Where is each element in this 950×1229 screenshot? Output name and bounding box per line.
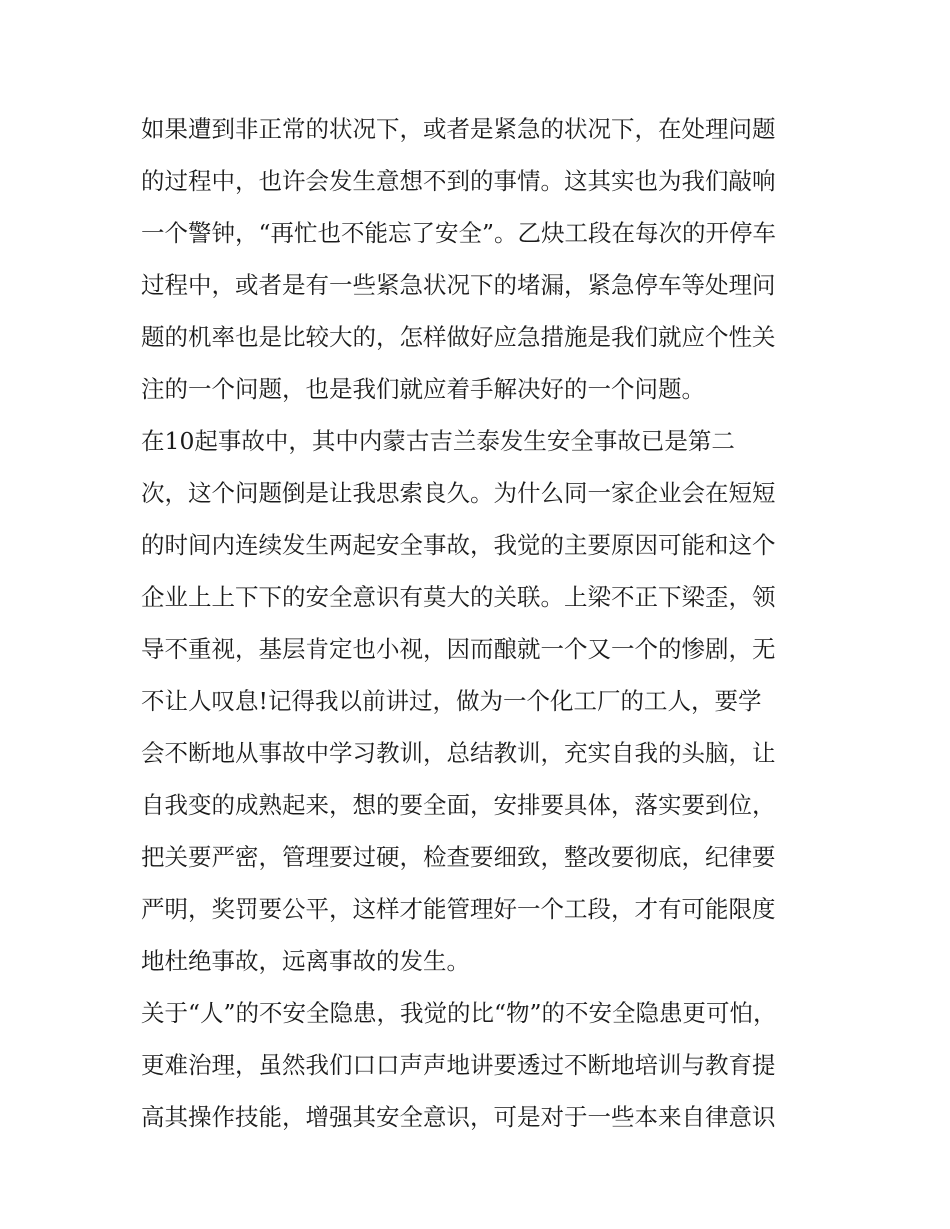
- text-line: 高其操作技能，增强其安全意识，可是对于一些本来自律意识: [141, 1103, 776, 1131]
- text-line: 把关要严密，管理要过硬，检查要细致，整改要彻底，纪律要: [141, 843, 776, 871]
- text-line: 导不重视，基层肯定也小视，因而酿就一个又一个的惨剧，无: [141, 635, 776, 663]
- text-line: 关于“人”的不安全隐患，我觉的比“物”的不安全隐患更可怕，: [141, 999, 777, 1027]
- text-line: 更难治理，虽然我们口口声声地讲要透过不断地培训与教育提: [141, 1051, 776, 1079]
- text-line: 一个警钟，“再忙也不能忘了安全”。乙炔工段在每次的开停车: [141, 219, 777, 247]
- body-text: [141, 103, 821, 1143]
- text-line: 过程中，或者是有一些紧急状况下的堵漏，紧急停车等处理问: [141, 271, 776, 299]
- text-line: 次，这个问题倒是让我思索良久。为什么同一家企业会在短短: [141, 479, 776, 507]
- text-line: 会不断地从事故中学习教训，总结教训，充实自我的头脑，让: [141, 739, 776, 767]
- text-line: 不让人叹息!记得我以前讲过，做为一个化工厂的工人，要学: [141, 687, 762, 715]
- paragraph: [141, 987, 821, 1143]
- text-line: 严明，奖罚要公平，这样才能管理好一个工段，才有可能限度: [141, 895, 776, 923]
- text-line: 如果遭到非正常的状况下，或者是紧急的状况下，在处理问题: [141, 115, 776, 143]
- text-line: 注的一个问题，也是我们就应着手解决好的一个问题。: [141, 375, 705, 403]
- paragraph: [141, 415, 821, 987]
- text-line: 企业上上下下的安全意识有莫大的关联。上梁不正下梁歪，领: [141, 583, 776, 611]
- text-line: 的过程中，也许会发生意想不到的事情。这其实也为我们敲响: [141, 167, 776, 195]
- text-line: 题的机率也是比较大的，怎样做好应急措施是我们就应个性关: [141, 323, 776, 351]
- text-line: 地杜绝事故，远离事故的发生。: [141, 947, 470, 975]
- text-line: 自我变的成熟起来，想的要全面，安排要具体，落实要到位，: [141, 791, 776, 819]
- text-line: 的时间内连续发生两起安全事故，我觉的主要原因可能和这个: [141, 531, 776, 559]
- paragraph: [141, 103, 821, 415]
- text-line: 在10起事故中，其中内蒙古吉兰泰发生安全事故已是第二: [141, 427, 735, 455]
